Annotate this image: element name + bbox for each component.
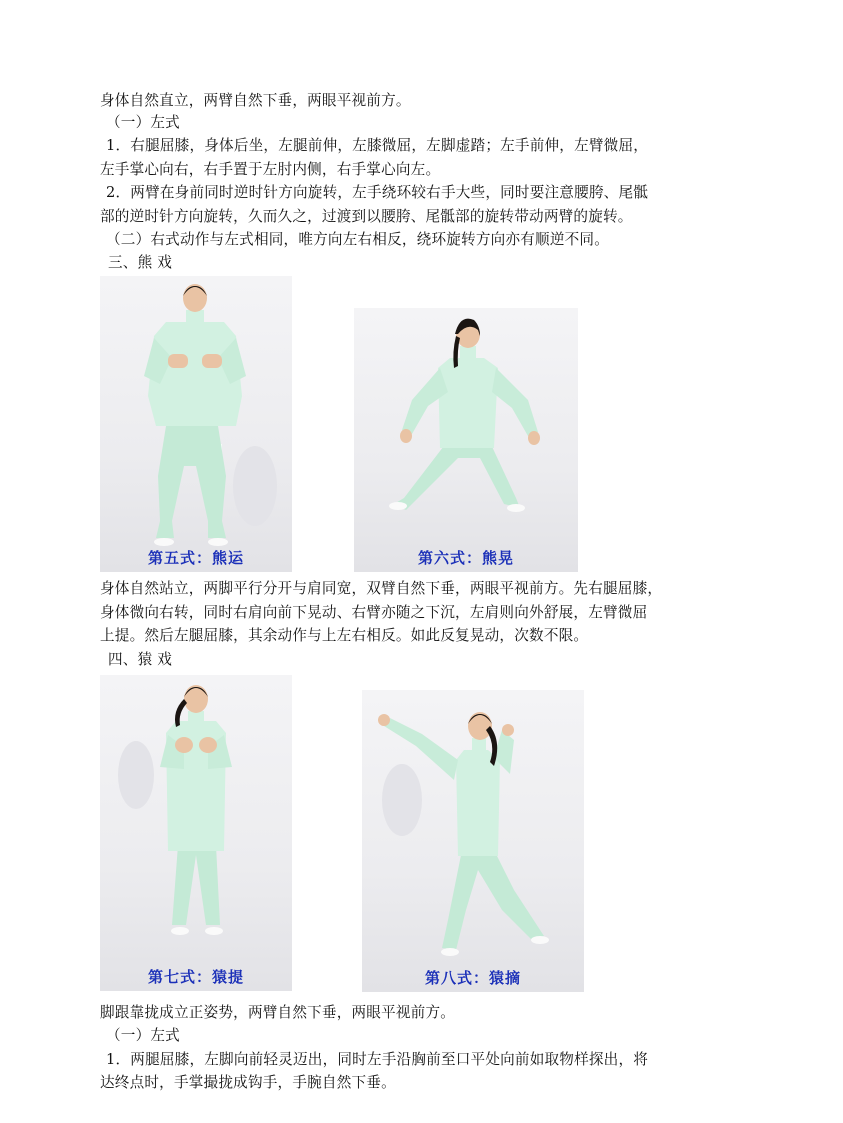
figure-illustration xyxy=(354,308,578,572)
paragraph-line: 身体自然直立，两臂自然下垂，两眼平视前方。 xyxy=(100,92,411,109)
section-heading: 四、猿 戏 xyxy=(108,651,173,668)
figure-illustration xyxy=(100,675,292,991)
paragraph-line: 1．右腿屈膝，身体后坐，左腿前伸，左膝微屈，左脚虚踏；左手前伸，左臂微屈， xyxy=(106,137,649,154)
paragraph-line: 上提。然后左腿屈膝，其余动作与上左右相反。如此反复晃动，次数不限。 xyxy=(100,627,589,644)
photo-bear-movement-6 xyxy=(354,308,578,572)
figure-illustration xyxy=(362,690,584,992)
paragraph-line: 达终点时，手掌撮拢成钩手，手腕自然下垂。 xyxy=(100,1074,396,1091)
paragraph-line: 2．两臂在身前同时逆时针方向旋转，左手绕环较右手大些，同时要注意腰胯、尾骶 xyxy=(106,184,649,201)
photo-bear-movement-5 xyxy=(100,276,292,572)
paragraph-line: （二）右式动作与左式相同，唯方向左右相反，绕环旋转方向亦有顺逆不同。 xyxy=(106,231,609,248)
paragraph-line: 部的逆时针方向旋转，久而久之，过渡到以腰胯、尾骶部的旋转带动两臂的旋转。 xyxy=(100,208,633,225)
paragraph-line: 左手掌心向右，右手置于左肘内侧，右手掌心向左。 xyxy=(100,161,441,178)
paragraph-line: 脚跟靠拢成立正姿势，两臂自然下垂，两眼平视前方。 xyxy=(100,1004,456,1021)
section-subheading: （一）左式 xyxy=(106,1027,180,1044)
paragraph-line: 身体自然站立，两脚平行分开与肩同宽，双臂自然下垂，两眼平视前方。先右腿屈膝， xyxy=(100,580,663,597)
paragraph-line: 身体微向右转，同时右肩向前下晃动、右臂亦随之下沉，左肩则向外舒展，左臂微屈 xyxy=(100,604,648,621)
paragraph-line: 1．两腿屈膝，左脚向前轻灵迈出，同时左手沿胸前至口平处向前如取物样探出，将 xyxy=(106,1051,649,1068)
photo-caption: 第五式：熊运 xyxy=(147,549,244,567)
section-subheading: （一）左式 xyxy=(106,114,180,131)
photo-ape-movement-7 xyxy=(100,675,292,991)
photo-ape-movement-8 xyxy=(362,690,584,992)
photo-caption: 第六式：熊晃 xyxy=(417,549,514,567)
section-heading: 三、熊 戏 xyxy=(108,254,173,271)
photo-caption: 第七式：猿提 xyxy=(147,968,244,986)
photo-caption: 第八式：猿摘 xyxy=(424,969,521,987)
figure-illustration xyxy=(100,276,292,572)
